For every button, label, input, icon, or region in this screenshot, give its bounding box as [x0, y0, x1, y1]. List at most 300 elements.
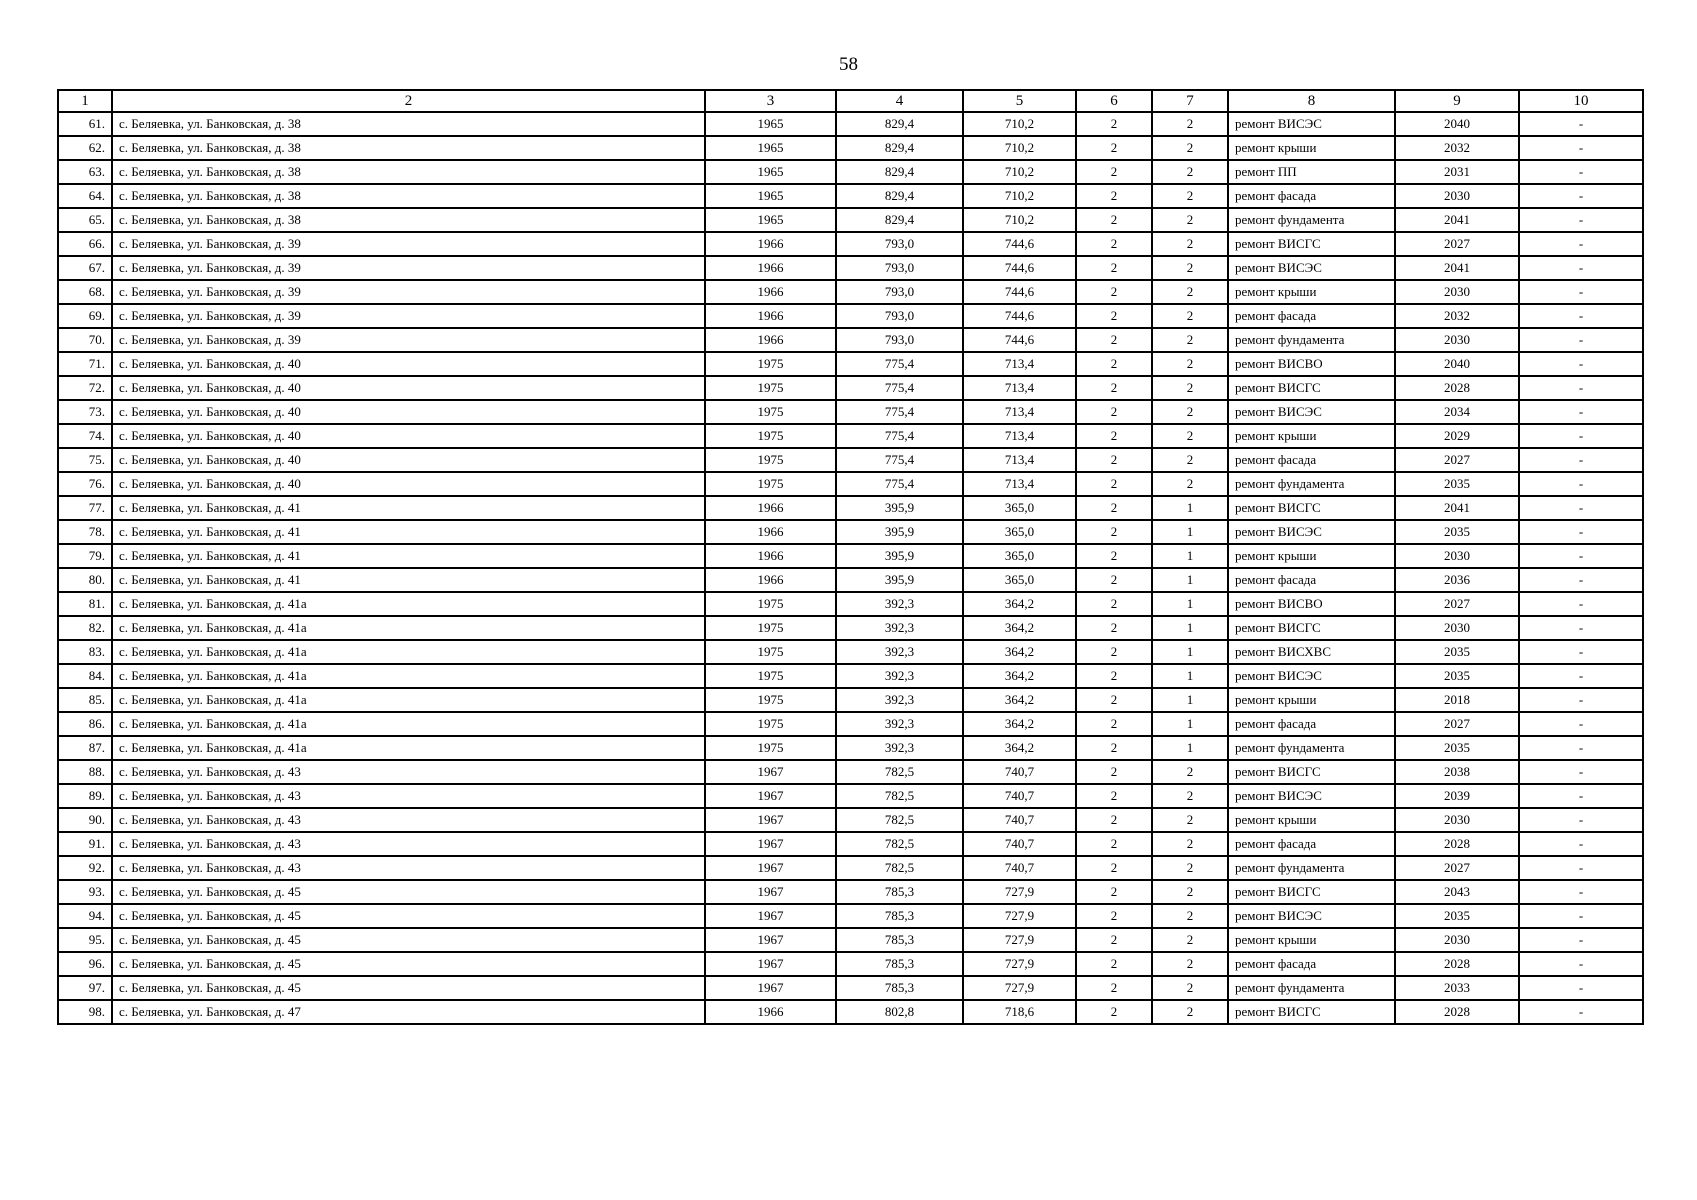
row-number-cell: 75.	[58, 448, 112, 472]
address-cell: с. Беляевка, ул. Банковская, д. 41а	[112, 640, 705, 664]
floors-cell: 2	[1076, 520, 1152, 544]
row-number-cell: 68.	[58, 280, 112, 304]
note-cell: -	[1519, 328, 1643, 352]
entrances-cell: 2	[1152, 328, 1228, 352]
work-type-cell: ремонт ВИСВО	[1228, 592, 1395, 616]
row-number-cell: 95.	[58, 928, 112, 952]
table-row	[58, 376, 1643, 400]
table-header	[58, 90, 1643, 112]
living-area-cell: 713,4	[963, 376, 1076, 400]
work-type-cell: ремонт фундамента	[1228, 976, 1395, 1000]
address-cell: с. Беляевка, ул. Банковская, д. 39	[112, 280, 705, 304]
row-number-cell: 64.	[58, 184, 112, 208]
living-area-cell: 713,4	[963, 472, 1076, 496]
living-area-cell: 713,4	[963, 448, 1076, 472]
planned-year-cell: 2035	[1395, 640, 1519, 664]
planned-year-cell: 2041	[1395, 256, 1519, 280]
row-number-cell: 96.	[58, 952, 112, 976]
floors-cell: 2	[1076, 280, 1152, 304]
work-type-cell: ремонт фундамента	[1228, 208, 1395, 232]
row-number-cell: 86.	[58, 712, 112, 736]
living-area-cell: 744,6	[963, 256, 1076, 280]
living-area-cell: 744,6	[963, 232, 1076, 256]
living-area-cell: 365,0	[963, 544, 1076, 568]
planned-year-cell: 2034	[1395, 400, 1519, 424]
note-cell: -	[1519, 304, 1643, 328]
entrances-cell: 2	[1152, 400, 1228, 424]
work-type-cell: ремонт ВИСГС	[1228, 880, 1395, 904]
planned-year-cell: 2027	[1395, 712, 1519, 736]
floors-cell: 2	[1076, 928, 1152, 952]
column-header-4: 4	[836, 90, 963, 112]
planned-year-cell: 2027	[1395, 232, 1519, 256]
year-built-cell: 1967	[705, 904, 836, 928]
planned-year-cell: 2038	[1395, 760, 1519, 784]
note-cell: -	[1519, 472, 1643, 496]
address-cell: с. Беляевка, ул. Банковская, д. 39	[112, 304, 705, 328]
note-cell: -	[1519, 568, 1643, 592]
note-cell: -	[1519, 904, 1643, 928]
entrances-cell: 2	[1152, 880, 1228, 904]
planned-year-cell: 2029	[1395, 424, 1519, 448]
address-cell: с. Беляевка, ул. Банковская, д. 41а	[112, 616, 705, 640]
year-built-cell: 1975	[705, 424, 836, 448]
address-cell: с. Беляевка, ул. Банковская, д. 38	[112, 208, 705, 232]
entrances-cell: 2	[1152, 376, 1228, 400]
note-cell: -	[1519, 880, 1643, 904]
entrances-cell: 2	[1152, 832, 1228, 856]
row-number-cell: 70.	[58, 328, 112, 352]
column-header-8: 8	[1228, 90, 1395, 112]
planned-year-cell: 2043	[1395, 880, 1519, 904]
entrances-cell: 1	[1152, 688, 1228, 712]
work-type-cell: ремонт крыши	[1228, 928, 1395, 952]
floors-cell: 2	[1076, 616, 1152, 640]
address-cell: с. Беляевка, ул. Банковская, д. 45	[112, 976, 705, 1000]
living-area-cell: 744,6	[963, 304, 1076, 328]
entrances-cell: 2	[1152, 304, 1228, 328]
planned-year-cell: 2040	[1395, 352, 1519, 376]
entrances-cell: 2	[1152, 352, 1228, 376]
planned-year-cell: 2027	[1395, 448, 1519, 472]
table-row	[58, 328, 1643, 352]
work-type-cell: ремонт крыши	[1228, 688, 1395, 712]
entrances-cell: 2	[1152, 136, 1228, 160]
address-cell: с. Беляевка, ул. Банковская, д. 41а	[112, 736, 705, 760]
total-area-cell: 793,0	[836, 280, 963, 304]
floors-cell: 2	[1076, 376, 1152, 400]
living-area-cell: 364,2	[963, 688, 1076, 712]
row-number-cell: 67.	[58, 256, 112, 280]
work-type-cell: ремонт ВИСЭС	[1228, 664, 1395, 688]
address-cell: с. Беляевка, ул. Банковская, д. 40	[112, 400, 705, 424]
year-built-cell: 1965	[705, 112, 836, 136]
living-area-cell: 364,2	[963, 616, 1076, 640]
note-cell: -	[1519, 280, 1643, 304]
year-built-cell: 1967	[705, 952, 836, 976]
floors-cell: 2	[1076, 256, 1152, 280]
work-type-cell: ремонт ВИСЭС	[1228, 112, 1395, 136]
note-cell: -	[1519, 544, 1643, 568]
column-header-1: 1	[58, 90, 112, 112]
floors-cell: 2	[1076, 328, 1152, 352]
table-row	[58, 952, 1643, 976]
entrances-cell: 1	[1152, 544, 1228, 568]
year-built-cell: 1967	[705, 784, 836, 808]
row-number-cell: 94.	[58, 904, 112, 928]
table-row	[58, 976, 1643, 1000]
planned-year-cell: 2027	[1395, 592, 1519, 616]
table-row	[58, 544, 1643, 568]
living-area-cell: 364,2	[963, 736, 1076, 760]
entrances-cell: 2	[1152, 760, 1228, 784]
work-type-cell: ремонт фасада	[1228, 184, 1395, 208]
row-number-cell: 65.	[58, 208, 112, 232]
total-area-cell: 775,4	[836, 352, 963, 376]
total-area-cell: 829,4	[836, 112, 963, 136]
planned-year-cell: 2030	[1395, 544, 1519, 568]
address-cell: с. Беляевка, ул. Банковская, д. 40	[112, 472, 705, 496]
year-built-cell: 1965	[705, 184, 836, 208]
work-type-cell: ремонт ВИСГС	[1228, 760, 1395, 784]
address-cell: с. Беляевка, ул. Банковская, д. 40	[112, 352, 705, 376]
total-area-cell: 775,4	[836, 424, 963, 448]
entrances-cell: 2	[1152, 280, 1228, 304]
note-cell: -	[1519, 784, 1643, 808]
floors-cell: 2	[1076, 352, 1152, 376]
table-row	[58, 256, 1643, 280]
entrances-cell: 2	[1152, 928, 1228, 952]
year-built-cell: 1975	[705, 472, 836, 496]
living-area-cell: 710,2	[963, 112, 1076, 136]
work-type-cell: ремонт фасада	[1228, 952, 1395, 976]
work-type-cell: ремонт фундамента	[1228, 472, 1395, 496]
year-built-cell: 1967	[705, 808, 836, 832]
total-area-cell: 782,5	[836, 856, 963, 880]
address-cell: с. Беляевка, ул. Банковская, д. 40	[112, 376, 705, 400]
row-number-cell: 92.	[58, 856, 112, 880]
year-built-cell: 1975	[705, 592, 836, 616]
total-area-cell: 829,4	[836, 184, 963, 208]
address-cell: с. Беляевка, ул. Банковская, д. 41	[112, 568, 705, 592]
table-row	[58, 352, 1643, 376]
living-area-cell: 713,4	[963, 424, 1076, 448]
address-cell: с. Беляевка, ул. Банковская, д. 41	[112, 496, 705, 520]
year-built-cell: 1965	[705, 136, 836, 160]
table-row	[58, 520, 1643, 544]
floors-cell: 2	[1076, 592, 1152, 616]
entrances-cell: 2	[1152, 472, 1228, 496]
note-cell: -	[1519, 256, 1643, 280]
total-area-cell: 793,0	[836, 256, 963, 280]
year-built-cell: 1967	[705, 976, 836, 1000]
address-cell: с. Беляевка, ул. Банковская, д. 39	[112, 328, 705, 352]
floors-cell: 2	[1076, 136, 1152, 160]
total-area-cell: 785,3	[836, 928, 963, 952]
note-cell: -	[1519, 352, 1643, 376]
total-area-cell: 782,5	[836, 808, 963, 832]
work-type-cell: ремонт ВИСВО	[1228, 352, 1395, 376]
living-area-cell: 740,7	[963, 760, 1076, 784]
planned-year-cell: 2028	[1395, 1000, 1519, 1024]
entrances-cell: 1	[1152, 712, 1228, 736]
note-cell: -	[1519, 592, 1643, 616]
total-area-cell: 392,3	[836, 736, 963, 760]
row-number-cell: 87.	[58, 736, 112, 760]
column-header-10: 10	[1519, 90, 1643, 112]
note-cell: -	[1519, 232, 1643, 256]
entrances-cell: 2	[1152, 208, 1228, 232]
page-number: 58	[839, 54, 858, 75]
living-area-cell: 364,2	[963, 712, 1076, 736]
planned-year-cell: 2035	[1395, 520, 1519, 544]
planned-year-cell: 2032	[1395, 136, 1519, 160]
floors-cell: 2	[1076, 400, 1152, 424]
work-type-cell: ремонт ВИСГС	[1228, 496, 1395, 520]
work-type-cell: ремонт фундамента	[1228, 328, 1395, 352]
floors-cell: 2	[1076, 160, 1152, 184]
table-row	[58, 472, 1643, 496]
address-cell: с. Беляевка, ул. Банковская, д. 45	[112, 952, 705, 976]
total-area-cell: 829,4	[836, 136, 963, 160]
entrances-cell: 2	[1152, 904, 1228, 928]
table-row	[58, 496, 1643, 520]
year-built-cell: 1967	[705, 880, 836, 904]
column-header-5: 5	[963, 90, 1076, 112]
planned-year-cell: 2031	[1395, 160, 1519, 184]
living-area-cell: 740,7	[963, 856, 1076, 880]
row-number-cell: 77.	[58, 496, 112, 520]
floors-cell: 2	[1076, 232, 1152, 256]
floors-cell: 2	[1076, 424, 1152, 448]
living-area-cell: 713,4	[963, 400, 1076, 424]
floors-cell: 2	[1076, 976, 1152, 1000]
floors-cell: 2	[1076, 856, 1152, 880]
total-area-cell: 395,9	[836, 568, 963, 592]
note-cell: -	[1519, 376, 1643, 400]
year-built-cell: 1966	[705, 496, 836, 520]
note-cell: -	[1519, 208, 1643, 232]
year-built-cell: 1975	[705, 376, 836, 400]
table-row	[58, 1000, 1643, 1024]
entrances-cell: 2	[1152, 1000, 1228, 1024]
address-cell: с. Беляевка, ул. Банковская, д. 43	[112, 760, 705, 784]
column-header-7: 7	[1152, 90, 1228, 112]
note-cell: -	[1519, 496, 1643, 520]
row-number-cell: 81.	[58, 592, 112, 616]
year-built-cell: 1967	[705, 856, 836, 880]
living-area-cell: 727,9	[963, 928, 1076, 952]
row-number-cell: 98.	[58, 1000, 112, 1024]
year-built-cell: 1975	[705, 736, 836, 760]
year-built-cell: 1967	[705, 832, 836, 856]
note-cell: -	[1519, 712, 1643, 736]
floors-cell: 2	[1076, 640, 1152, 664]
work-type-cell: ремонт крыши	[1228, 136, 1395, 160]
living-area-cell: 727,9	[963, 904, 1076, 928]
address-cell: с. Беляевка, ул. Банковская, д. 38	[112, 184, 705, 208]
row-number-cell: 97.	[58, 976, 112, 1000]
table-row	[58, 880, 1643, 904]
address-cell: с. Беляевка, ул. Банковская, д. 41а	[112, 712, 705, 736]
table-row	[58, 568, 1643, 592]
living-area-cell: 710,2	[963, 136, 1076, 160]
entrances-cell: 1	[1152, 568, 1228, 592]
floors-cell: 2	[1076, 712, 1152, 736]
planned-year-cell: 2030	[1395, 280, 1519, 304]
work-type-cell: ремонт ПП	[1228, 160, 1395, 184]
total-area-cell: 782,5	[836, 784, 963, 808]
living-area-cell: 718,6	[963, 1000, 1076, 1024]
total-area-cell: 775,4	[836, 400, 963, 424]
year-built-cell: 1975	[705, 712, 836, 736]
address-cell: с. Беляевка, ул. Банковская, д. 39	[112, 232, 705, 256]
address-cell: с. Беляевка, ул. Банковская, д. 43	[112, 856, 705, 880]
living-area-cell: 727,9	[963, 880, 1076, 904]
row-number-cell: 61.	[58, 112, 112, 136]
row-number-cell: 83.	[58, 640, 112, 664]
row-number-cell: 73.	[58, 400, 112, 424]
year-built-cell: 1975	[705, 640, 836, 664]
year-built-cell: 1967	[705, 928, 836, 952]
entrances-cell: 1	[1152, 640, 1228, 664]
year-built-cell: 1975	[705, 352, 836, 376]
table-row	[58, 664, 1643, 688]
floors-cell: 2	[1076, 904, 1152, 928]
table-row	[58, 784, 1643, 808]
living-area-cell: 740,7	[963, 808, 1076, 832]
floors-cell: 2	[1076, 112, 1152, 136]
total-area-cell: 785,3	[836, 904, 963, 928]
planned-year-cell: 2035	[1395, 472, 1519, 496]
work-type-cell: ремонт ВИСГС	[1228, 232, 1395, 256]
table-row	[58, 592, 1643, 616]
floors-cell: 2	[1076, 568, 1152, 592]
address-cell: с. Беляевка, ул. Банковская, д. 45	[112, 904, 705, 928]
year-built-cell: 1975	[705, 616, 836, 640]
repair-schedule-table	[57, 89, 1644, 1025]
row-number-cell: 71.	[58, 352, 112, 376]
floors-cell: 2	[1076, 808, 1152, 832]
living-area-cell: 727,9	[963, 952, 1076, 976]
note-cell: -	[1519, 184, 1643, 208]
note-cell: -	[1519, 112, 1643, 136]
total-area-cell: 392,3	[836, 688, 963, 712]
column-header-3: 3	[705, 90, 836, 112]
address-cell: с. Беляевка, ул. Банковская, д. 41а	[112, 592, 705, 616]
total-area-cell: 775,4	[836, 376, 963, 400]
floors-cell: 2	[1076, 496, 1152, 520]
table-row	[58, 640, 1643, 664]
planned-year-cell: 2035	[1395, 736, 1519, 760]
work-type-cell: ремонт крыши	[1228, 424, 1395, 448]
work-type-cell: ремонт крыши	[1228, 280, 1395, 304]
address-cell: с. Беляевка, ул. Банковская, д. 43	[112, 832, 705, 856]
planned-year-cell: 2030	[1395, 616, 1519, 640]
address-cell: с. Беляевка, ул. Банковская, д. 41	[112, 520, 705, 544]
table-row	[58, 280, 1643, 304]
note-cell: -	[1519, 976, 1643, 1000]
address-cell: с. Беляевка, ул. Банковская, д. 41а	[112, 688, 705, 712]
entrances-cell: 2	[1152, 784, 1228, 808]
year-built-cell: 1965	[705, 208, 836, 232]
total-area-cell: 392,3	[836, 640, 963, 664]
year-built-cell: 1966	[705, 1000, 836, 1024]
total-area-cell: 782,5	[836, 832, 963, 856]
floors-cell: 2	[1076, 784, 1152, 808]
table-row	[58, 616, 1643, 640]
row-number-cell: 62.	[58, 136, 112, 160]
year-built-cell: 1966	[705, 232, 836, 256]
total-area-cell: 395,9	[836, 520, 963, 544]
entrances-cell: 1	[1152, 736, 1228, 760]
living-area-cell: 740,7	[963, 784, 1076, 808]
planned-year-cell: 2040	[1395, 112, 1519, 136]
address-cell: с. Беляевка, ул. Банковская, д. 41	[112, 544, 705, 568]
table-row	[58, 688, 1643, 712]
year-built-cell: 1966	[705, 520, 836, 544]
year-built-cell: 1975	[705, 688, 836, 712]
table-row	[58, 304, 1643, 328]
planned-year-cell: 2033	[1395, 976, 1519, 1000]
living-area-cell: 365,0	[963, 520, 1076, 544]
note-cell: -	[1519, 952, 1643, 976]
floors-cell: 2	[1076, 448, 1152, 472]
address-cell: с. Беляевка, ул. Банковская, д. 40	[112, 448, 705, 472]
table-row	[58, 904, 1643, 928]
year-built-cell: 1975	[705, 664, 836, 688]
floors-cell: 2	[1076, 760, 1152, 784]
note-cell: -	[1519, 736, 1643, 760]
floors-cell: 2	[1076, 880, 1152, 904]
entrances-cell: 2	[1152, 448, 1228, 472]
work-type-cell: ремонт ВИСЭС	[1228, 400, 1395, 424]
planned-year-cell: 2028	[1395, 832, 1519, 856]
work-type-cell: ремонт ВИСЭС	[1228, 520, 1395, 544]
planned-year-cell: 2030	[1395, 184, 1519, 208]
entrances-cell: 2	[1152, 160, 1228, 184]
row-number-cell: 80.	[58, 568, 112, 592]
note-cell: -	[1519, 640, 1643, 664]
row-number-cell: 72.	[58, 376, 112, 400]
floors-cell: 2	[1076, 952, 1152, 976]
note-cell: -	[1519, 664, 1643, 688]
planned-year-cell: 2018	[1395, 688, 1519, 712]
table-body	[58, 112, 1643, 1024]
living-area-cell: 365,0	[963, 496, 1076, 520]
entrances-cell: 2	[1152, 856, 1228, 880]
work-type-cell: ремонт фасада	[1228, 448, 1395, 472]
work-type-cell: ремонт ВИСГС	[1228, 376, 1395, 400]
total-area-cell: 392,3	[836, 592, 963, 616]
floors-cell: 2	[1076, 736, 1152, 760]
entrances-cell: 2	[1152, 952, 1228, 976]
row-number-cell: 89.	[58, 784, 112, 808]
row-number-cell: 84.	[58, 664, 112, 688]
work-type-cell: ремонт фасада	[1228, 568, 1395, 592]
total-area-cell: 392,3	[836, 664, 963, 688]
living-area-cell: 744,6	[963, 280, 1076, 304]
work-type-cell: ремонт ВИСЭС	[1228, 784, 1395, 808]
address-cell: с. Беляевка, ул. Банковская, д. 47	[112, 1000, 705, 1024]
work-type-cell: ремонт ВИСЭС	[1228, 904, 1395, 928]
total-area-cell: 785,3	[836, 880, 963, 904]
entrances-cell: 1	[1152, 520, 1228, 544]
address-cell: с. Беляевка, ул. Банковская, д. 40	[112, 424, 705, 448]
total-area-cell: 785,3	[836, 952, 963, 976]
floors-cell: 2	[1076, 688, 1152, 712]
row-number-cell: 66.	[58, 232, 112, 256]
